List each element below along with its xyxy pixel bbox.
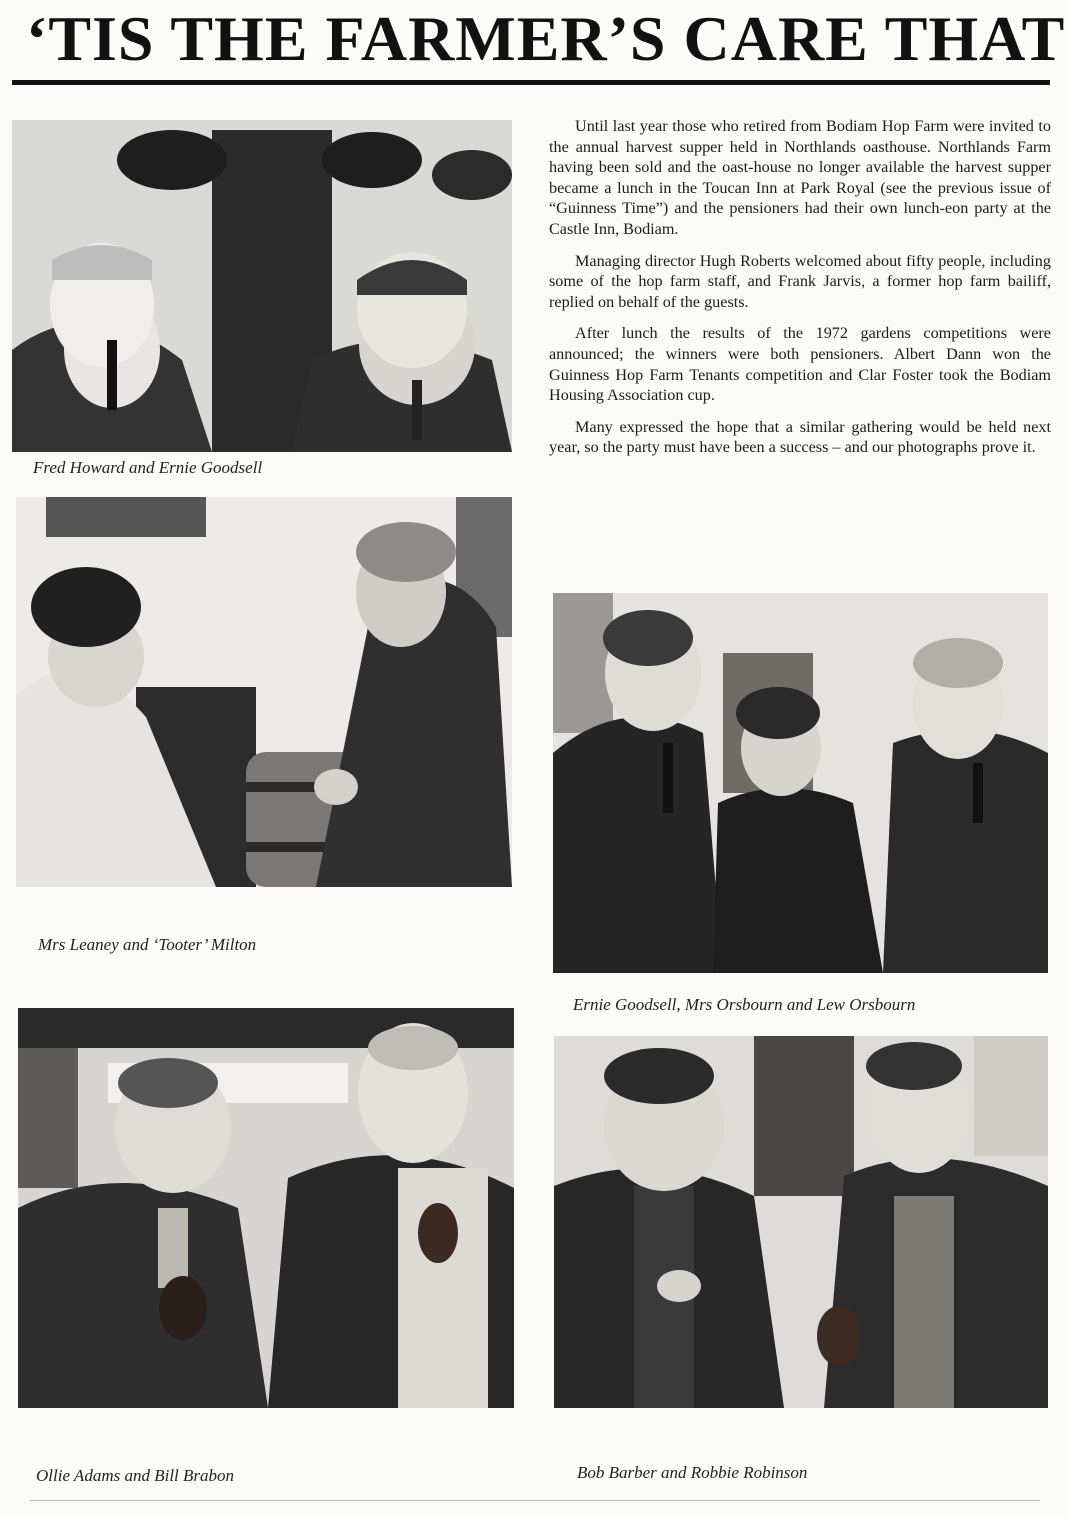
caption-photo3: Ernie Goodsell, Mrs Orsbourn and Lew Orsbourn (573, 995, 916, 1014)
caption-photo2: Mrs Leaney and ‘Tooter’ Milton (38, 935, 257, 954)
article-paragraph: Until last year those who retired from Bodiam Hop Farm were invited to the annual harvest supper held in Northlands oasthouse. Northlands Farm having been sold and the oast-house no longer available the harvest supper became a lunch in the Toucan Inn at Park Royal (see the previous issue of “Guinness Time”) and the pensioners had their own lunch-eon party at the Castle Inn, Bodiam. (549, 117, 1051, 238)
article-paragraph: After lunch the results of the 1972 gardens competitions were announced; the winners were both pensioners. Albert Dann won the Guinness Hop Farm Tenants competition and Clar Foster took the Bodiam Housing Association cup. (549, 324, 1051, 405)
article-paragraph: Many expressed the hope that a similar gathering would be held next year, so the party must have been a success – and our photographs prove it. (549, 417, 1051, 457)
article-body (549, 116, 1051, 469)
photo-mrs-leaney-tooter-milton (16, 497, 512, 887)
photo-bob-barber-robbie-robinson (554, 1036, 1048, 1408)
headline-rule (12, 80, 1050, 85)
photo-fred-howard-ernie-goodsell (12, 120, 512, 452)
article-paragraph: Managing director Hugh Roberts welcomed about fifty people, including some of the hop farm staff, and Frank Jarvis, a former hop farm bailiff, replied on behalf of the guests. (549, 251, 1051, 311)
photo-ollie-adams-bill-brabon (18, 1008, 514, 1408)
caption-photo5: Bob Barber and Robbie Robinson (577, 1463, 808, 1482)
caption-photo4: Ollie Adams and Bill Brabon (36, 1466, 235, 1485)
headline: ‘TIS THE FARMER’S CARE THAT (26, 3, 1066, 74)
photo-goodsell-orsbourn (553, 593, 1048, 973)
page-bottom-rule (30, 1500, 1040, 1501)
caption-photo1: Fred Howard and Ernie Goodsell (33, 458, 263, 477)
